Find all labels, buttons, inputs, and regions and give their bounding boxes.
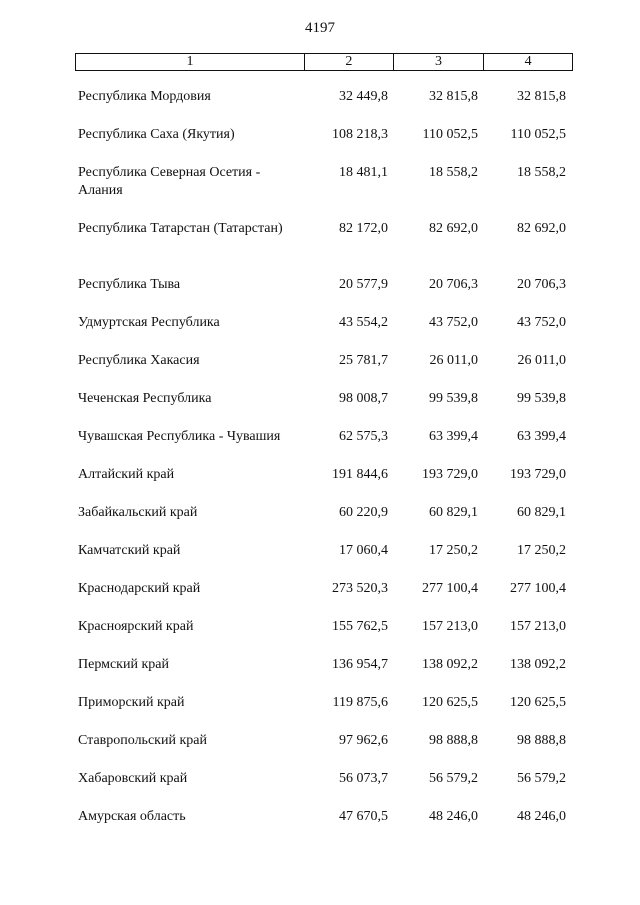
value-col-2: 20 577,9 bbox=[339, 277, 388, 292]
value-col-2: 98 008,7 bbox=[339, 391, 388, 406]
value-col-2: 17 060,4 bbox=[339, 543, 388, 558]
value-col-3: 157 213,0 bbox=[422, 619, 478, 634]
value-col-3: 110 052,5 bbox=[422, 127, 478, 142]
value-col-2: 136 954,7 bbox=[332, 657, 388, 672]
region-name: Красноярский край bbox=[78, 619, 194, 634]
value-col-4: 20 706,3 bbox=[517, 277, 566, 292]
value-col-4: 60 829,1 bbox=[517, 505, 566, 520]
region-name: Республика Тыва bbox=[78, 277, 181, 292]
table-column-header bbox=[75, 53, 573, 71]
value-col-3: 63 399,4 bbox=[429, 429, 478, 444]
value-col-2: 43 554,2 bbox=[339, 315, 388, 330]
page-number: 4197 bbox=[305, 20, 335, 36]
region-name: Краснодарский край bbox=[78, 581, 201, 596]
value-col-4: 99 539,8 bbox=[517, 391, 566, 406]
value-col-3: 138 092,2 bbox=[422, 657, 478, 672]
value-col-4: 138 092,2 bbox=[510, 657, 566, 672]
value-col-3: 18 558,2 bbox=[429, 165, 478, 180]
value-col-4: 98 888,8 bbox=[517, 733, 566, 748]
value-col-4: 120 625,5 bbox=[510, 695, 566, 710]
value-col-3: 193 729,0 bbox=[422, 467, 478, 482]
value-col-3: 32 815,8 bbox=[429, 89, 478, 104]
region-name: Республика Мордовия bbox=[78, 89, 211, 104]
value-col-3: 82 692,0 bbox=[429, 221, 478, 236]
value-col-2: 62 575,3 bbox=[339, 429, 388, 444]
region-name: Чувашская Республика - Чувашия bbox=[78, 429, 281, 444]
value-col-2: 18 481,1 bbox=[339, 165, 388, 180]
value-col-4: 193 729,0 bbox=[510, 467, 566, 482]
value-col-4: 43 752,0 bbox=[517, 315, 566, 330]
value-col-2: 155 762,5 bbox=[332, 619, 388, 634]
value-col-4: 26 011,0 bbox=[517, 353, 566, 368]
value-col-4: 63 399,4 bbox=[517, 429, 566, 444]
region-name: Камчатский край bbox=[78, 543, 181, 558]
column-header-4: 4 bbox=[524, 54, 532, 69]
value-col-2: 25 781,7 bbox=[339, 353, 388, 368]
value-col-4: 17 250,2 bbox=[517, 543, 566, 558]
value-col-3: 99 539,8 bbox=[429, 391, 478, 406]
region-name: Республика Татарстан (Татарстан) bbox=[78, 221, 283, 236]
value-col-3: 277 100,4 bbox=[422, 581, 478, 596]
region-name: Республика Хакасия bbox=[78, 353, 200, 368]
region-name: Чеченская Республика bbox=[78, 391, 212, 406]
value-col-2: 56 073,7 bbox=[339, 771, 388, 786]
region-name: Амурская область bbox=[78, 809, 186, 824]
value-col-3: 43 752,0 bbox=[429, 315, 478, 330]
region-name: Республика Саха (Якутия) bbox=[78, 127, 235, 142]
value-col-3: 17 250,2 bbox=[429, 543, 478, 558]
value-col-4: 157 213,0 bbox=[510, 619, 566, 634]
value-col-2: 32 449,8 bbox=[339, 89, 388, 104]
value-col-2: 97 962,6 bbox=[339, 733, 388, 748]
value-col-4: 82 692,0 bbox=[517, 221, 566, 236]
value-col-2: 108 218,3 bbox=[332, 127, 388, 142]
value-col-4: 32 815,8 bbox=[517, 89, 566, 104]
value-col-4: 110 052,5 bbox=[510, 127, 566, 142]
value-col-3: 56 579,2 bbox=[429, 771, 478, 786]
value-col-2: 60 220,9 bbox=[339, 505, 388, 520]
column-header-1: 1 bbox=[76, 54, 305, 70]
value-col-2: 119 875,6 bbox=[332, 695, 388, 710]
value-col-3: 48 246,0 bbox=[429, 809, 478, 824]
value-col-4: 56 579,2 bbox=[517, 771, 566, 786]
region-name: Ставропольский край bbox=[78, 733, 207, 748]
region-name: Забайкальский край bbox=[78, 505, 198, 520]
value-col-3: 20 706,3 bbox=[429, 277, 478, 292]
region-name: Алтайский край bbox=[78, 467, 175, 482]
value-col-3: 120 625,5 bbox=[422, 695, 478, 710]
region-name: Приморский край bbox=[78, 695, 185, 710]
value-col-3: 26 011,0 bbox=[429, 353, 478, 368]
value-col-4: 48 246,0 bbox=[517, 809, 566, 824]
region-name: Пермский край bbox=[78, 657, 169, 672]
region-name: Удмуртская Республика bbox=[78, 315, 220, 330]
region-name: Республика Северная Осетия - Алания bbox=[78, 165, 261, 198]
value-col-2: 273 520,3 bbox=[332, 581, 388, 596]
value-col-2: 191 844,6 bbox=[332, 467, 388, 482]
value-col-4: 18 558,2 bbox=[517, 165, 566, 180]
value-col-3: 60 829,1 bbox=[429, 505, 478, 520]
value-col-2: 82 172,0 bbox=[339, 221, 388, 236]
value-col-2: 47 670,5 bbox=[339, 809, 388, 824]
value-col-3: 98 888,8 bbox=[429, 733, 478, 748]
region-name: Хабаровский край bbox=[78, 771, 188, 786]
column-header-3: 3 bbox=[394, 54, 485, 70]
value-col-4: 277 100,4 bbox=[510, 581, 566, 596]
column-header-2: 2 bbox=[305, 54, 394, 70]
